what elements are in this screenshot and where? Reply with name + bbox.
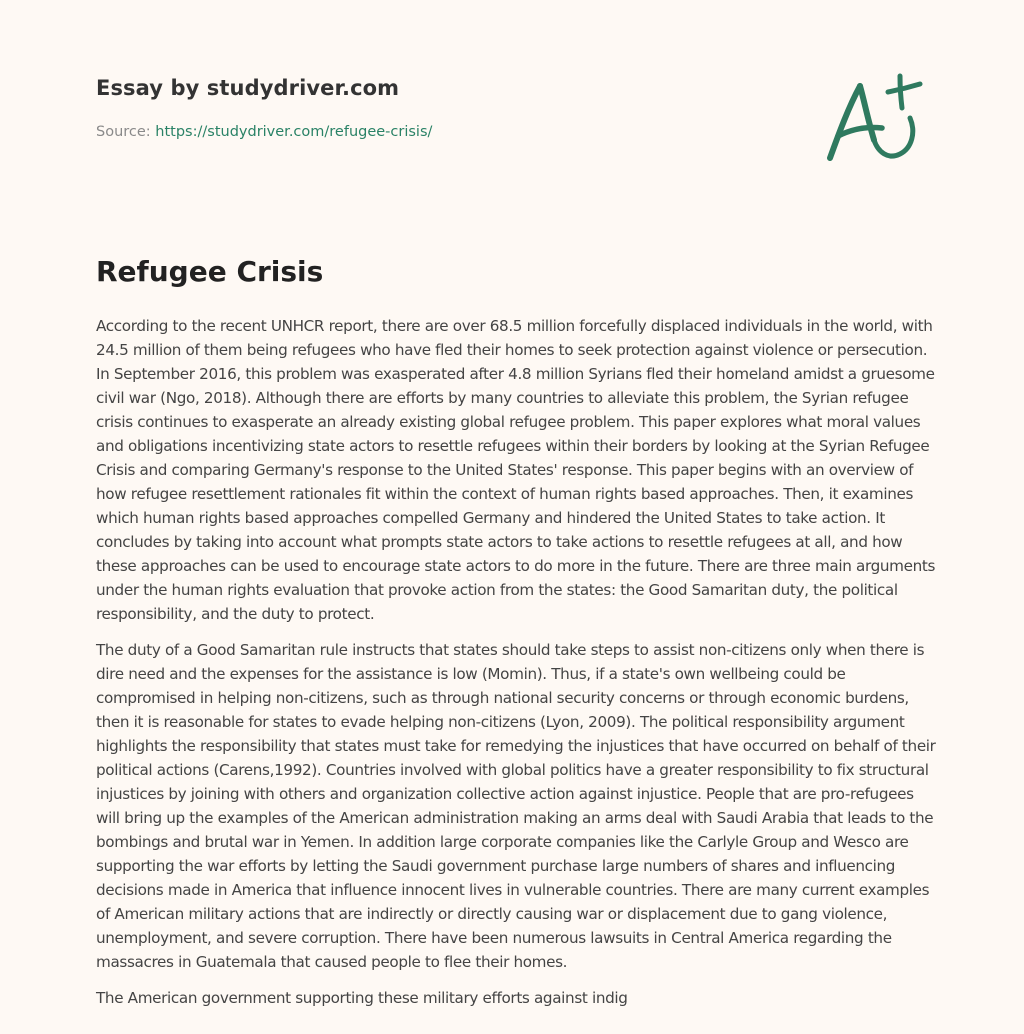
essay-title: Refugee Crisis	[96, 255, 324, 288]
source-link[interactable]: https://studydriver.com/refugee-crisis/	[155, 124, 433, 140]
essay-paragraph: The duty of a Good Samaritan rule instructs that states should take steps to assist non-citizens only when there is dire need and the expenses for the assistance is low (Momin). Thus, if a state's own wellbeing could be compromised in helping non-citizens, such as through national security concerns or through economic burdens, then it is reasonable for states to evade helping non-citizens (Lyon, 2009). The political responsibility argument highlights the responsibility that states must take for remedying the injustices that have occurred on behalf of their political actions (Carens,1992). Countries involved with global politics have a greater responsibility to fix structural injustices by joining with others and organization collective action against injustice. People that are pro-refugees will bring up the examples of the American administration making an arms deal with Saudi Arabia that leads to the bombings and brutal war in Yemen. In addition large corporate companies like the Carlyle Group and Wesco are supporting the war efforts by letting the Saudi government purchase large numbers of shares and influencing decisions made in America that influence innocent lives in vulnerable countries. There are many current examples of American military actions that are indirectly or directly causing war or displacement due to gang violence, unemployment, and severe corruption. There have been numerous lawsuits in Central America regarding the massacres in Guatemala that caused people to flee their homes.	[96, 641, 936, 971]
essay-paragraph: According to the recent UNHCR report, there are over 68.5 million forcefully displaced individuals in the world, with 24.5 million of them being refugees who have fled their homes to seek protection against violence or persecution. In September 2016, this problem was exasperated after 4.8 million Syrians fled their homeland amidst a gruesome civil war (Ngo, 2018). Although there are efforts by many countries to alleviate this problem, the Syrian refugee crisis continues to exasperate an already existing global refugee problem. This paper explores what moral values and obligations incentivizing state actors to resettle refugees within their borders by looking at the Syrian Refugee Crisis and comparing Germany's response to the United States' response. This paper begins with an overview of how refugee resettlement rationales fit within the context of human rights based approaches. Then, it examines which human rights based approaches compelled Germany and hindered the United States to take action. It concludes by taking into account what prompts state actors to take actions to resettle refugees at all, and how these approaches can be used to encourage state actors to do more in the future. There are three main arguments under the human rights evaluation that provoke action from the states: the Good Samaritan duty, the political responsibility, and the duty to protect.	[96, 317, 936, 623]
source-label: Source:	[96, 124, 156, 140]
a-plus-grade-icon	[824, 68, 926, 164]
page-header	[96, 0, 936, 180]
source-line	[96, 124, 432, 140]
essay-page	[96, 0, 936, 1007]
site-title: Essay by studydriver.com	[96, 76, 400, 100]
essay-body	[96, 314, 936, 1022]
essay-paragraph: The American government supporting these military efforts against indig	[96, 989, 628, 1007]
